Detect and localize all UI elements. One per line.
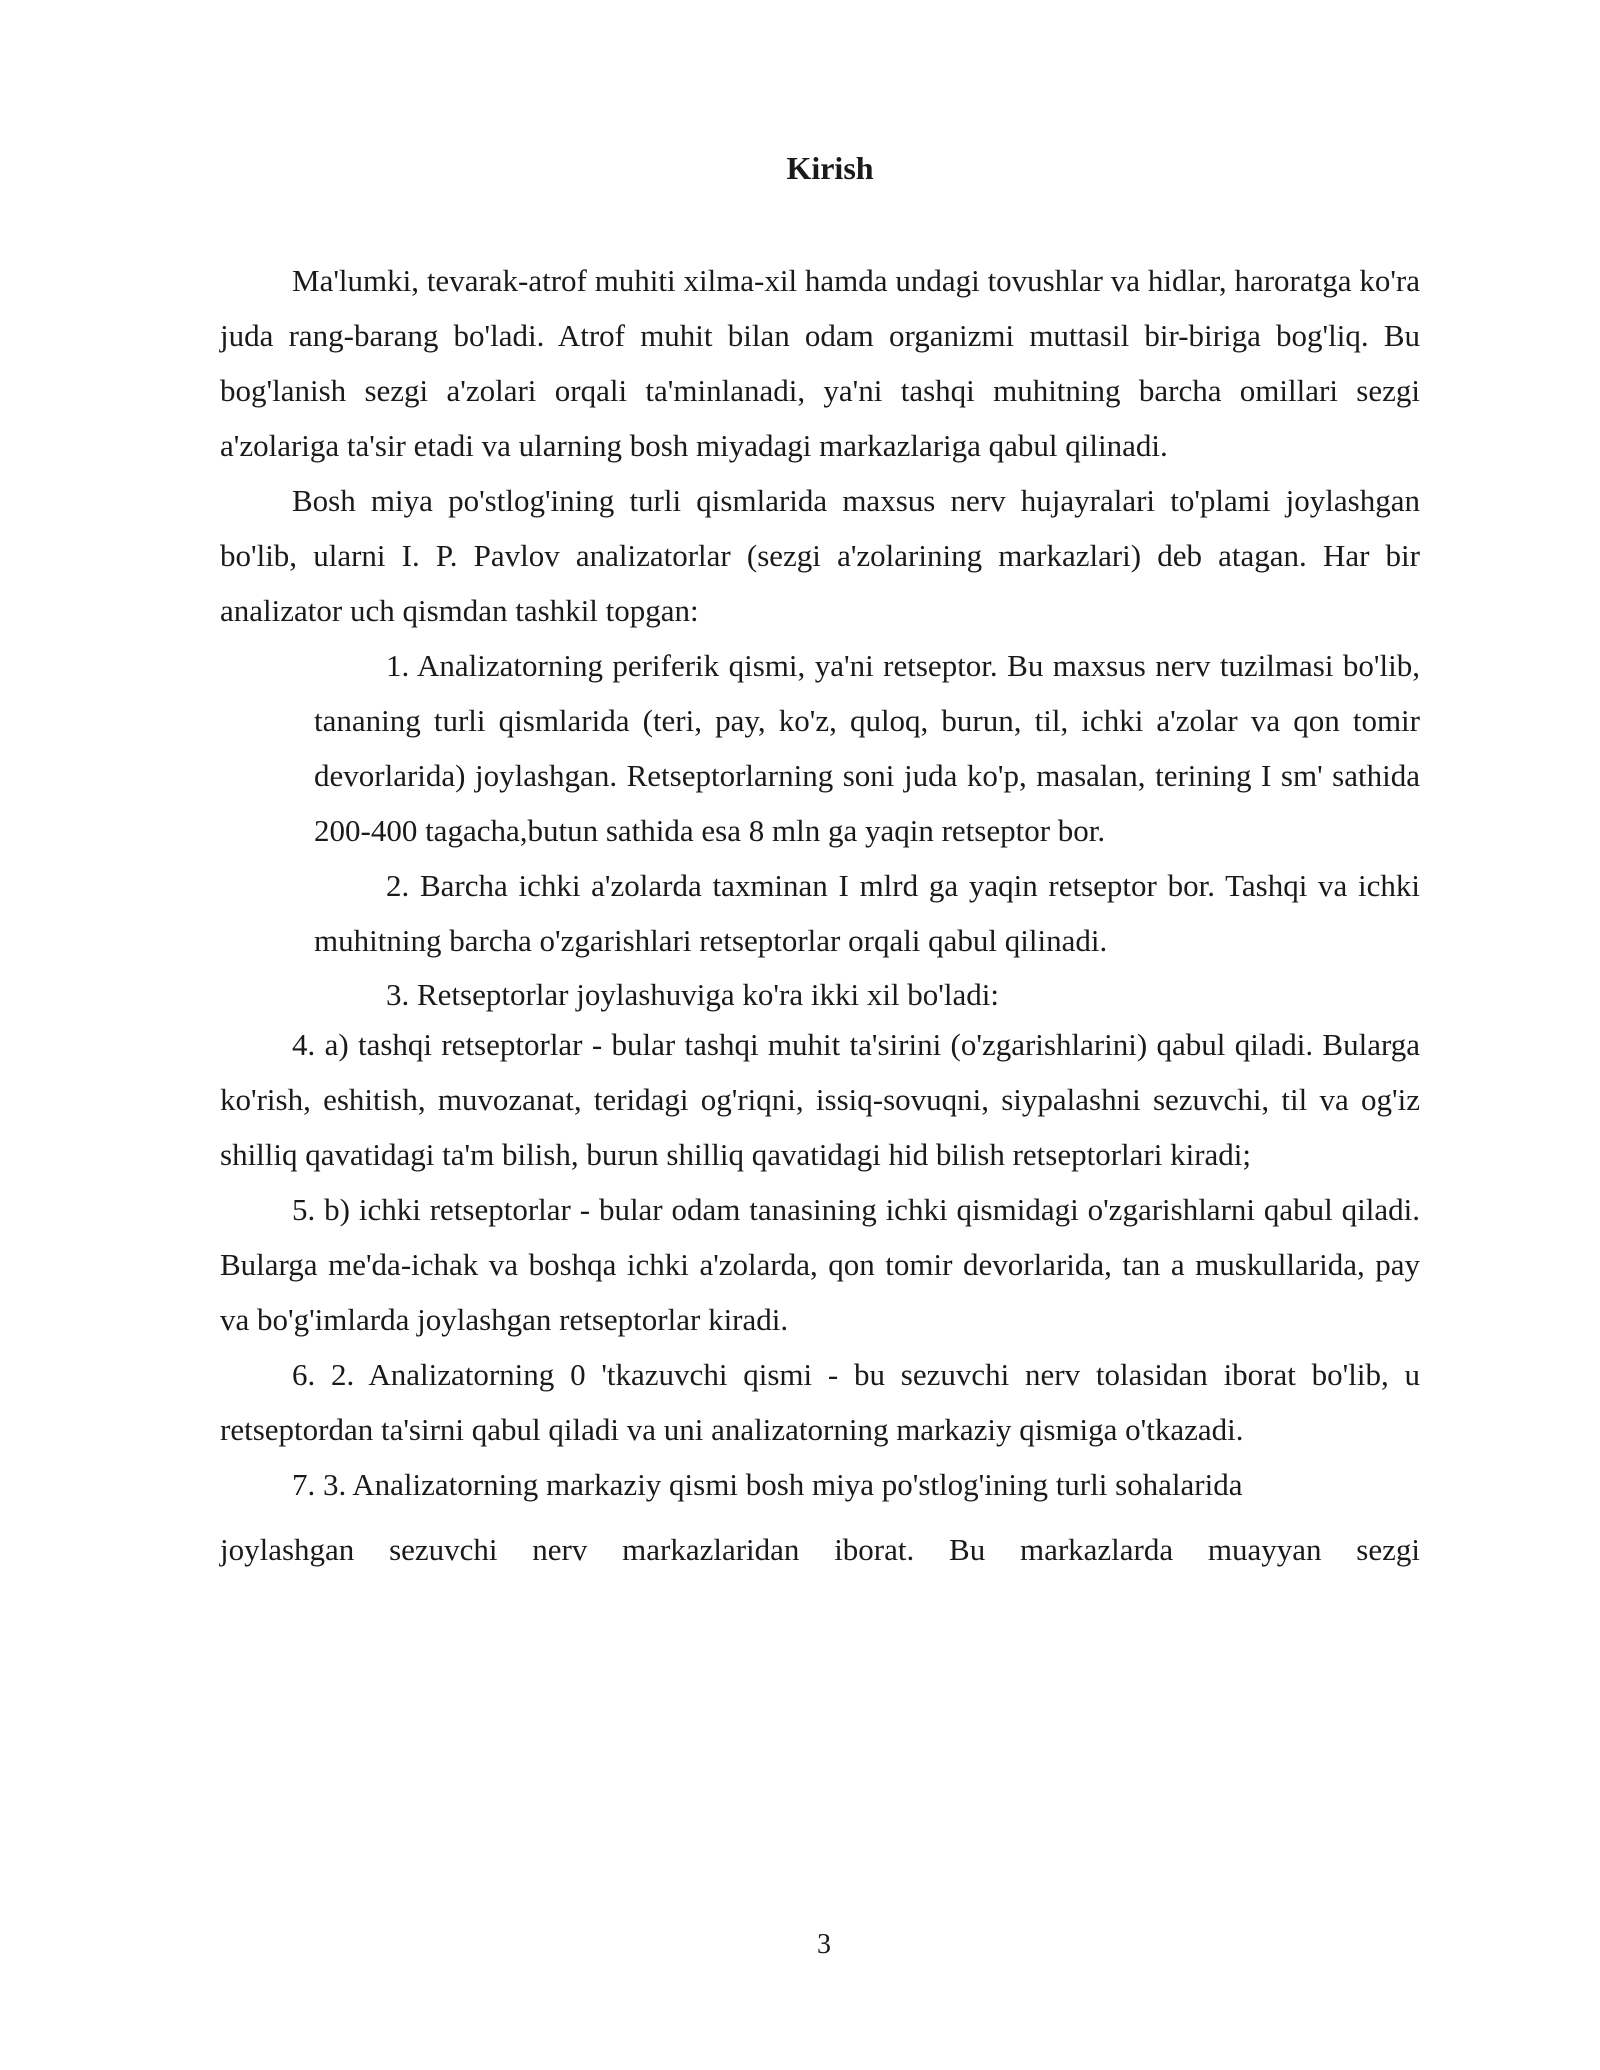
- list-item-1: 1. Analizatorning periferik qismi, ya'ni retseptor. Bu maxsus nerv tuzilmasi bo'lib, tananing turli qismlarida (teri, pay, ko'z, quloq, burun, til, ichki a'zolar va qon tomir devorlarida) joylashgan. Retseptorlarning soni juda ko'p, masalan, terining I sm' sathida 200-400 tagacha,butun sathida esa 8 mln ga yaqin retseptor bor.: [314, 648, 1420, 848]
- paragraph-item-4: 4. a) tashqi retseptorlar - bular tashqi muhit ta'sirini (o'zgarishlarini) qabul qiladi. Bularga ko'rish, eshitish, muvozanat, teridagi og'riqni, issiq-sovuqni, siypalashni sezuvchi, til va og'iz shilliq qavatidagi ta'm bilish, burun shilliq qavatidagi hid bilish retseptorlari kiradi;: [220, 1027, 1420, 1172]
- paragraph-intro: Ma'lumki, tevarak-atrof muhiti xilma-xil hamda undagi tovushlar va hidlar, haroratga ko'ra juda rang-barang bo'ladi. Atrof muhit bilan odam organizmi muttasil bir-biriga bog'liq. Bu bog'lanish sezgi a'zolari orqali ta'minlanadi, ya'ni tashqi muhitning barcha omillari sezgi a'zolariga ta'sir etadi va ularning bosh miyadagi markazlariga qabul qilinadi.: [220, 263, 1420, 463]
- paragraph-item-5: 5. b) ichki retseptorlar - bular odam tanasining ichki qismidagi o'zgarishlarni qabul qiladi. Bularga me'da-ichak va boshqa ichki a'zolarda, qon tomir devorlarida, tan a muskullarida, pay va bo'g'imlarda joylashgan retseptorlar kiradi.: [220, 1192, 1420, 1337]
- paragraph-item-6: 6. 2. Analizatorning 0 'tkazuvchi qismi - bu sezuvchi nerv tolasidan iborat bo'lib, u retseptordan ta'sirni qabul qiladi va uni analizatorning markaziy qismiga o'tkazadi.: [220, 1357, 1420, 1447]
- list-item-2: 2. Barcha ichki a'zolarda taxminan I mlrd ga yaqin retseptor bor. Tashqi va ichki muhitning barcha o'zgarishlari retseptorlar orqali qabul qilinadi.: [314, 868, 1420, 958]
- analyzer-parts-list: [314, 638, 1420, 1015]
- document-body: [220, 253, 1420, 1577]
- paragraph-analyzers: Bosh miya po'stlog'ining turli qismlarida maxsus nerv hujayralari to'plami joylashgan bo'lib, ularni I. P. Pavlov analizatorlar (sezgi a'zolarining markazlari) deb atagan. Har bir analizator uch qismdan tashkil topgan:: [220, 483, 1420, 628]
- paragraph-item-7-line-1: 7. 3. Analizatorning markaziy qismi bosh miya po'stlog'ining turli sohalarida: [292, 1467, 1243, 1502]
- page-number: 3: [817, 1929, 831, 1960]
- list-item-3: 3. Retseptorlar joylashuviga ko'ra ikki xil bo'ladi:: [386, 977, 999, 1012]
- paragraph-item-7-line-2: joylashgan sezuvchi nerv markazlaridan iborat. Bu markazlarda muayyan sezgi: [220, 1532, 1420, 1567]
- page-title: Kirish: [786, 150, 874, 186]
